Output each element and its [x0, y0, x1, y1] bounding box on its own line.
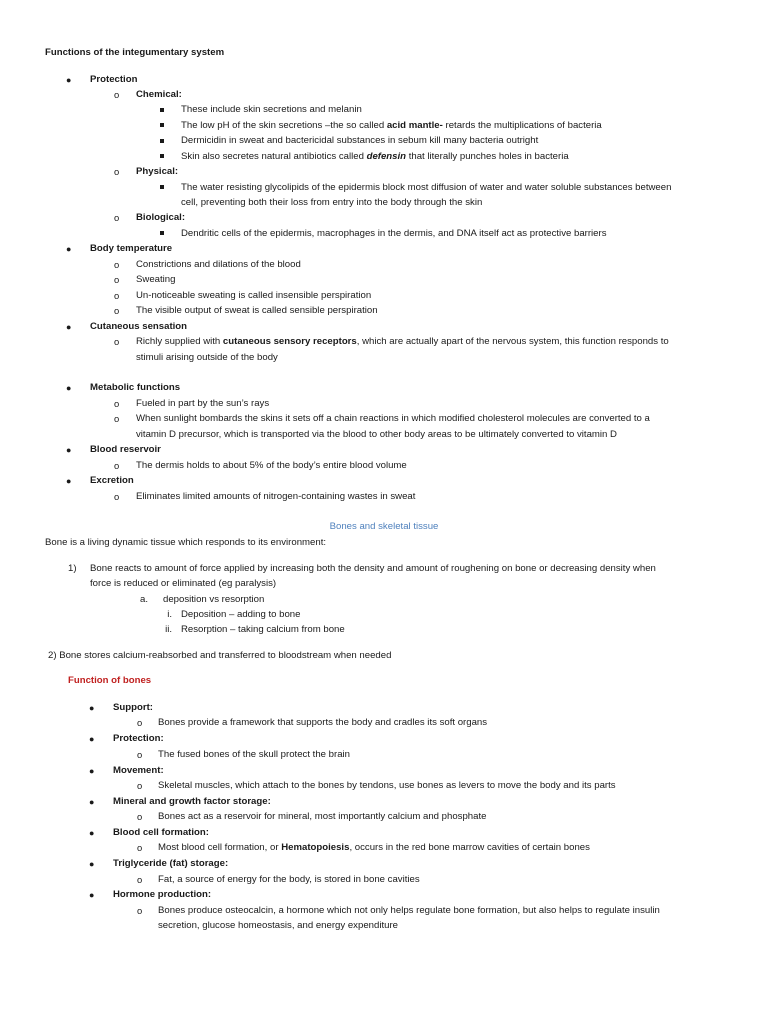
list-item: When sunlight bombards the skins it sets off a chain reactions in which modified cholesterol molecules are converted to a: [136, 413, 650, 424]
list-item: [181, 151, 569, 163]
list-item: Skeletal muscles, which attach to the bones by tendons, use bones as levers to move the body and its parts: [158, 780, 616, 791]
term-acid-mantle: acid mantle-: [386, 120, 443, 131]
function-label: Support:: [113, 702, 153, 713]
text-segment: retards the multiplications of bacteria: [442, 120, 602, 131]
text-segment: Richly supplied with: [136, 336, 223, 347]
list-item: Resorption – taking calcium from bone: [181, 624, 345, 635]
bullet-icon: ●: [66, 244, 72, 254]
section-heading-blood-reservoir: Blood reservoir: [90, 444, 161, 455]
square-bullet-icon: [160, 108, 164, 112]
list-item: Constrictions and dilations of the blood: [136, 259, 301, 270]
list-item: Bone reacts to amount of force applied by increasing both the density and amount of roughening on bone or decreasing density when: [90, 563, 656, 574]
term-hematopoiesis: Hematopoiesis: [281, 842, 350, 853]
list-item: Bones produce osteocalcin, a hormone which not only helps regulate bone formation, but also helps to regulate insulin: [158, 905, 660, 916]
square-bullet-icon: [160, 139, 164, 143]
list-item: [158, 842, 590, 854]
list-item-continuation: secretion, glucose homeostasis, and energy expenditure: [158, 920, 398, 931]
function-label: Blood cell formation:: [113, 827, 209, 838]
circle-bullet-icon: o: [114, 166, 120, 177]
function-label: Mineral and growth factor storage:: [113, 796, 271, 807]
list-item: The dermis holds to about 5% of the body’s entire blood volume: [136, 460, 407, 471]
subheading-chemical: Chemical:: [136, 89, 182, 100]
list-item: Dermicidin in sweat and bactericidal substances in sebum kill many bacteria outright: [181, 135, 539, 146]
subheading-biological: Biological:: [136, 212, 186, 223]
list-item-continuation: cell, preventing both their loss from entry into the body through the skin: [181, 197, 483, 208]
bullet-icon: ●: [89, 766, 95, 776]
text-segment: , which are actually apart of the nervous system, this function responds to: [356, 336, 669, 347]
section-heading-body-temperature: Body temperature: [90, 243, 173, 254]
list-item: Bones act as a reservoir for mineral, most importantly calcium and phosphate: [158, 811, 487, 822]
page-title: Functions of the integumentary system: [45, 47, 225, 58]
bullet-icon: ●: [89, 734, 95, 744]
paragraph: Bone is a living dynamic tissue which responds to its environment:: [45, 537, 327, 548]
bullet-icon: ●: [89, 890, 95, 900]
list-item: These include skin secretions and melanin: [181, 104, 362, 115]
circle-bullet-icon: o: [114, 305, 120, 316]
section-heading-excretion: Excretion: [90, 475, 134, 486]
circle-bullet-icon: o: [137, 842, 143, 853]
text-segment: The low pH of the skin secretions –the so called: [181, 120, 387, 131]
list-item: deposition vs resorption: [163, 594, 265, 605]
section-heading-cutaneous: Cutaneous sensation: [90, 321, 188, 332]
bullet-icon: ●: [89, 797, 95, 807]
section-title-bones: Bones and skeletal tissue: [329, 521, 439, 532]
list-item: [136, 336, 669, 348]
list-item: The visible output of sweat is called sensible perspiration: [136, 305, 378, 316]
bullet-icon: ●: [66, 75, 72, 85]
circle-bullet-icon: o: [114, 212, 120, 223]
circle-bullet-icon: o: [137, 905, 143, 916]
circle-bullet-icon: o: [114, 413, 120, 424]
function-label: Movement:: [113, 765, 164, 776]
list-item: Dendritic cells of the epidermis, macrophages in the dermis, and DNA itself act as protective barriers: [181, 228, 607, 239]
subheading-physical: Physical:: [136, 166, 179, 177]
function-label: Hormone production:: [113, 889, 212, 900]
circle-bullet-icon: o: [137, 717, 143, 728]
bullet-icon: ●: [66, 476, 72, 486]
list-number: 1): [68, 563, 77, 574]
section-heading-protection: Protection: [90, 74, 138, 85]
bullet-icon: ●: [66, 322, 72, 332]
paragraph: 2) Bone stores calcium-reabsorbed and transferred to bloodstream when needed: [48, 650, 392, 661]
circle-bullet-icon: o: [137, 780, 143, 791]
list-item: Sweating: [136, 274, 176, 285]
list-item-continuation: force is reduced or eliminated (eg paralysis): [90, 578, 277, 589]
bullet-icon: ●: [66, 445, 72, 455]
list-roman: i.: [167, 609, 172, 620]
bullet-icon: ●: [89, 703, 95, 713]
square-bullet-icon: [160, 123, 164, 127]
text-segment: Most blood cell formation, or: [158, 842, 282, 853]
list-roman: ii.: [165, 624, 172, 635]
square-bullet-icon: [160, 231, 164, 235]
term-defensin: defensin: [366, 151, 407, 162]
function-label: Protection:: [113, 733, 164, 744]
list-item-continuation: stimuli arising outside of the body: [136, 352, 278, 363]
text-segment: that literally punches holes in bacteria: [406, 151, 569, 162]
square-bullet-icon: [160, 154, 164, 158]
section-title-function-of-bones: Function of bones: [68, 675, 152, 686]
circle-bullet-icon: o: [137, 874, 143, 885]
circle-bullet-icon: o: [114, 259, 120, 270]
function-label: Triglyceride (fat) storage:: [113, 858, 229, 869]
circle-bullet-icon: o: [114, 398, 120, 409]
list-item: The water resisting glycolipids of the epidermis block most diffusion of water and water soluble substances between: [181, 182, 672, 193]
list-item: Un-noticeable sweating is called insensible perspiration: [136, 290, 372, 301]
list-item: [181, 120, 602, 132]
list-item: Bones provide a framework that supports the body and cradles its soft organs: [158, 717, 488, 728]
circle-bullet-icon: o: [137, 749, 143, 760]
bullet-icon: ●: [89, 859, 95, 869]
list-item-continuation: vitamin D precursor, which is transported via the blood to other body areas to be ultimately converted to vitamin D: [136, 429, 617, 440]
square-bullet-icon: [160, 185, 164, 189]
circle-bullet-icon: o: [114, 89, 120, 100]
circle-bullet-icon: o: [114, 491, 120, 502]
text-segment: Skin also secretes natural antibiotics called: [181, 151, 367, 162]
circle-bullet-icon: o: [137, 811, 143, 822]
section-heading-metabolic: Metabolic functions: [90, 382, 181, 393]
list-letter: a.: [140, 594, 149, 605]
bullet-icon: ●: [89, 828, 95, 838]
list-item: Eliminates limited amounts of nitrogen-containing wastes in sweat: [136, 491, 416, 502]
circle-bullet-icon: o: [114, 336, 120, 347]
circle-bullet-icon: o: [114, 274, 120, 285]
list-item: Fat, a source of energy for the body, is stored in bone cavities: [158, 874, 420, 885]
circle-bullet-icon: o: [114, 460, 120, 471]
bullet-icon: ●: [66, 383, 72, 393]
list-item: Fueled in part by the sun’s rays: [136, 398, 270, 409]
text-segment: , occurs in the red bone marrow cavities of certain bones: [349, 842, 590, 853]
circle-bullet-icon: o: [114, 290, 120, 301]
list-item: Deposition – adding to bone: [181, 609, 301, 620]
list-item: The fused bones of the skull protect the brain: [158, 749, 350, 760]
term-cutaneous-receptors: cutaneous sensory receptors: [222, 336, 357, 347]
